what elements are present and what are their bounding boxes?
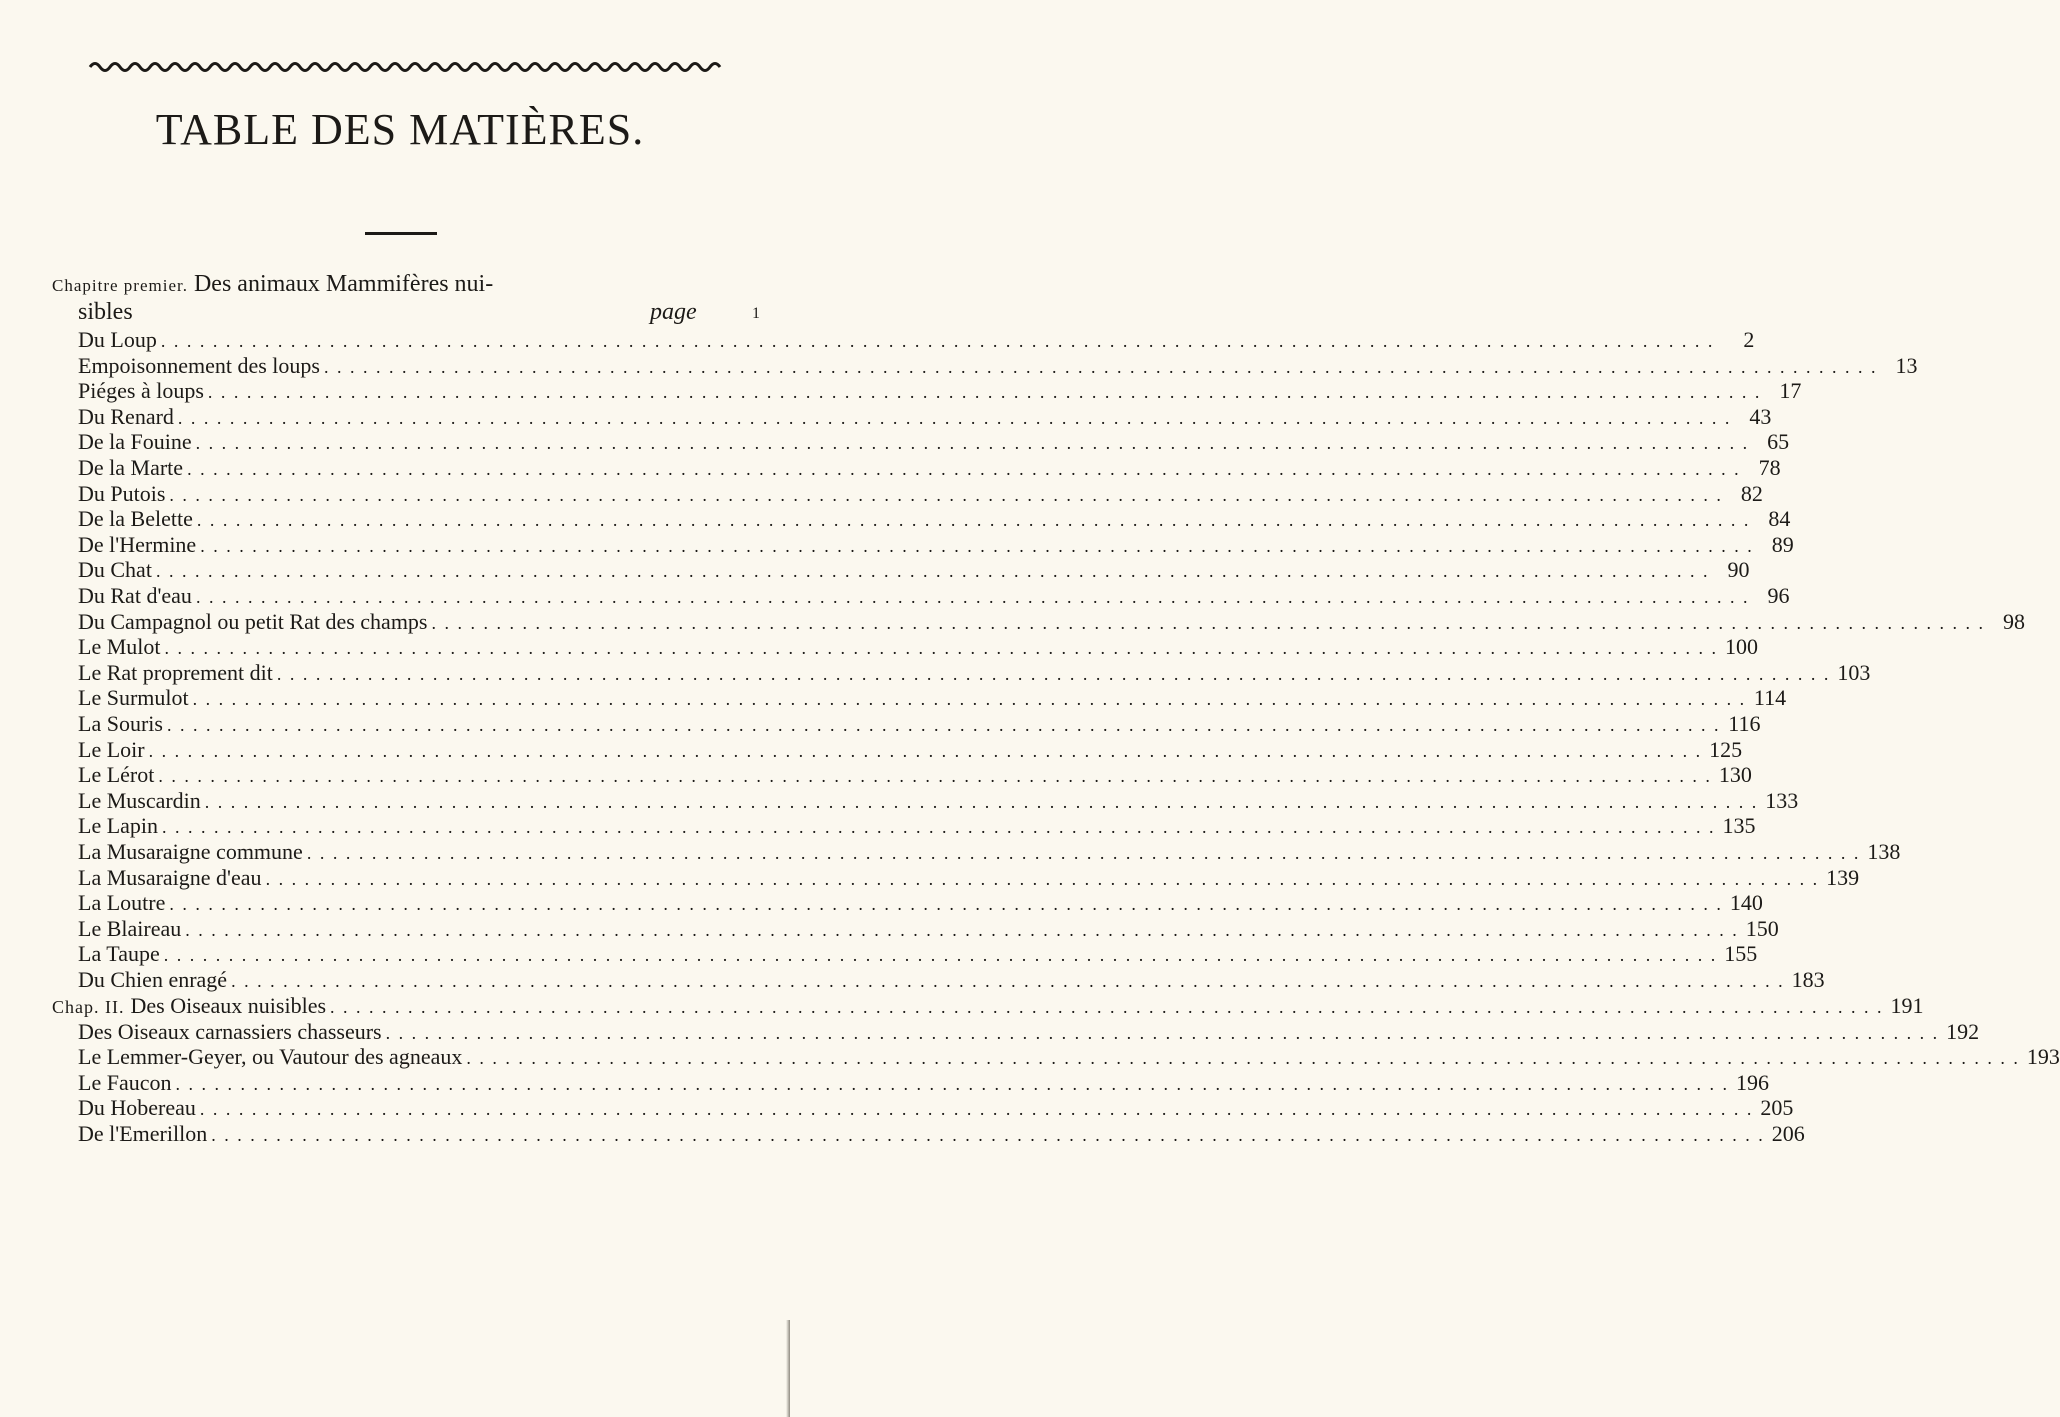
entry-page-number: 138 bbox=[1867, 839, 1901, 864]
entry-page-number: 183 bbox=[1791, 967, 1825, 992]
entry-label: Le Muscardin bbox=[78, 788, 201, 813]
toc-entry bbox=[78, 660, 1871, 686]
entry-label: Du Chien enragé bbox=[78, 967, 228, 992]
toc-entry bbox=[78, 737, 1743, 763]
entry-page-number: 2 bbox=[1743, 327, 1755, 352]
entry-label: Le Mulot bbox=[78, 634, 161, 659]
dot-leader: . . . . . . . . . . . . . . . . . . . . . . . . . . . . . . . . . . . . . . . . . . . . . . . . . . . . . . . . . . . . . . . . . . . . . . . . . . . . . . . . . . . . . . . . . . . . . . . . . . . . . . . . . . . . . . . . . . . . . . . . bbox=[164, 638, 1718, 658]
dot-leader: . . . . . . . . . . . . . . . . . . . . . . . . . . . . . . . . . . . . . . . . . . . . . . . . . . . . . . . . . . . . . . . . . . . . . . . . . . . . . . . . . . . . . . . . . . . . . . . . . . . . . . . . . . . . . . . . . . . . . . . . bbox=[187, 459, 1741, 479]
toc-entry bbox=[78, 634, 1758, 660]
entry-page-number: 125 bbox=[1709, 737, 1743, 762]
toc-entry bbox=[78, 609, 2025, 635]
toc-entry bbox=[78, 327, 1755, 353]
header-ornament bbox=[90, 57, 720, 75]
entry-page-number: 205 bbox=[1760, 1095, 1794, 1120]
chapter-1-title: Des animaux Mammifères nui- bbox=[193, 271, 494, 297]
page-word: page bbox=[650, 299, 697, 325]
entry-page-number: 192 bbox=[1946, 1019, 1980, 1044]
entry-page-number: 100 bbox=[1725, 634, 1758, 659]
entry-page-number: 89 bbox=[1771, 532, 1794, 557]
entry-label: De la Belette bbox=[78, 506, 193, 531]
entry-page-number: 65 bbox=[1767, 429, 1790, 454]
toc-entry bbox=[78, 1070, 1769, 1096]
chapter-2-heading bbox=[52, 993, 1924, 1019]
dot-leader: . . . . . . . . . . . . . . . . . . . . . . . . . . . . . . . . . . . . . . . . . . . . . . . . . . . . . . . . . . . . . . . . . . . . . . . . . . . . . . . . . . . . . . . . . . . . . . . . . . . . . . . . . . . . . . . . . . . . . . . . bbox=[385, 1023, 1940, 1043]
entry-label: Le Blaireau bbox=[78, 916, 182, 941]
chapter-1-title-continued: sibles bbox=[78, 299, 133, 325]
dot-leader: . . . . . . . . . . . . . . . . . . . . . . . . . . . . . . . . . . . . . . . . . . . . . . . . . . . . . . . . . . . . . . . . . . . . . . . . . . . . . . . . . . . . . . . . . . . . . . . . . . . . . . . . . . . . . . . . . . . . . . . . bbox=[330, 997, 1884, 1017]
chapter-2-page: 191 bbox=[1890, 993, 1924, 1018]
dot-leader: . . . . . . . . . . . . . . . . . . . . . . . . . . . . . . . . . . . . . . . . . . . . . . . . . . . . . . . . . . . . . . . . . . . . . . . . . . . . . . . . . . . . . . . . . . . . . . . . . . . . . . . . . . . . . . . . . . . . . . . . bbox=[177, 408, 1732, 428]
entry-label: Le Lapin bbox=[78, 813, 159, 838]
entry-page-number: 78 bbox=[1758, 455, 1781, 480]
entry-page-number: 130 bbox=[1718, 762, 1752, 787]
page-edge bbox=[786, 1320, 790, 1417]
entry-label: Piéges à loups bbox=[78, 378, 204, 403]
dot-leader: . . . . . . . . . . . . . . . . . . . . . . . . . . . . . . . . . . . . . . . . . . . . . . . . . . . . . . . . . . . . . . . . . . . . . . . . . . . . . . . . . . . . . . . . . . . . . . . . . . . . . . . . . . . . . . . . . . . . . . . . bbox=[160, 331, 1715, 351]
entry-page-number: 155 bbox=[1724, 941, 1758, 966]
dot-leader: . . . . . . . . . . . . . . . . . . . . . . . . . . . . . . . . . . . . . . . . . . . . . . . . . . . . . . . . . . . . . . . . . . . . . . . . . . . . . . . . . . . . . . . . . . . . . . . . . . . . . . . . . . . . . . . . . . . . . . . . bbox=[155, 561, 1710, 581]
dot-leader: . . . . . . . . . . . . . . . . . . . . . . . . . . . . . . . . . . . . . . . . . . . . . . . . . . . . . . . . . . . . . . . . . . . . . . . . . . . . . . . . . . . . . . . . . . . . . . . . . . . . . . . . . . . . . . . . . . . . . . . . bbox=[148, 741, 1703, 761]
entry-label: Le Lérot bbox=[78, 762, 155, 787]
chapter-2-title: Des Oiseaux nuisibles bbox=[130, 993, 327, 1018]
dot-leader: . . . . . . . . . . . . . . . . . . . . . . . . . . . . . . . . . . . . . . . . . . . . . . . . . . . . . . . . . . . . . . . . . . . . . . . . . . . . . . . . . . . . . . . . . . . . . . . . . . . . . . . . . . . . . . . . . . . . . . . . bbox=[276, 664, 1831, 684]
chapter-1-heading bbox=[52, 271, 772, 299]
toc-entry bbox=[78, 788, 1799, 814]
toc-entry bbox=[78, 711, 1761, 737]
entry-page-number: 116 bbox=[1728, 711, 1761, 736]
toc-entry bbox=[78, 455, 1781, 481]
dot-leader: . . . . . . . . . . . . . . . . . . . . . . . . . . . . . . . . . . . . . . . . . . . . . . . . . . . . . . . . . . . . . . . . . . . . . . . . . . . . . . . . . . . . . . . . . . . . . . . . . . . . . . . . . . . . . . . . . . . . . . . . bbox=[163, 945, 1718, 965]
entry-page-number: 196 bbox=[1735, 1070, 1769, 1095]
entry-label: Le Surmulot bbox=[78, 685, 189, 710]
chapter-2-label: Chap. II. bbox=[52, 997, 125, 1017]
toc-entry bbox=[78, 506, 1791, 532]
toc-entry bbox=[78, 404, 1772, 430]
entry-page-number: 103 bbox=[1837, 660, 1871, 685]
entry-label: La Musaraigne commune bbox=[78, 839, 303, 864]
toc-entry bbox=[78, 685, 1787, 711]
toc-entry bbox=[78, 839, 1901, 865]
toc-entry bbox=[78, 890, 1763, 916]
entry-label: Du Rat d'eau bbox=[78, 583, 192, 608]
entry-label: Du Campagnol ou petit Rat des champs bbox=[78, 609, 428, 634]
toc-entry bbox=[78, 1095, 1794, 1121]
dot-leader: . . . . . . . . . . . . . . . . . . . . . . . . . . . . . . . . . . . . . . . . . . . . . . . . . . . . . . . . . . . . . . . . . . . . . . . . . . . . . . . . . . . . . . . . . . . . . . . . . . . . . . . . . . . . . . . . . . . . . . . . bbox=[200, 536, 1754, 556]
toc-entry bbox=[78, 481, 1763, 507]
entry-page-number: 114 bbox=[1753, 685, 1787, 710]
toc-entry bbox=[78, 813, 1756, 839]
dot-leader: . . . . . . . . . . . . . . . . . . . . . . . . . . . . . . . . . . . . . . . . . . . . . . . . . . . . . . . . . . . . . . . . . . . . . . . . . . . . . . . . . . . . . . . . . . . . . . . . . . . . . . . . . . . . . . . . . . . . . . . . bbox=[169, 485, 1723, 505]
toc-entry bbox=[78, 1121, 1805, 1147]
toc-entry bbox=[78, 865, 1860, 891]
chapter-1-label: Chapitre premier. bbox=[52, 276, 188, 295]
toc-entry bbox=[78, 967, 1825, 993]
toc-entry bbox=[78, 762, 1752, 788]
dot-leader: . . . . . . . . . . . . . . . . . . . . . . . . . . . . . . . . . . . . . . . . . . . . . . . . . . . . . . . . . . . . . . . . . . . . . . . . . . . . . . . . . . . . . . . . . . . . . . . . . . . . . . . . . . . . . . . . . . . . . . . . bbox=[323, 357, 1878, 377]
entry-label: De l'Emerillon bbox=[78, 1121, 208, 1146]
entry-label: La Loutre bbox=[78, 890, 166, 915]
dot-leader: . . . . . . . . . . . . . . . . . . . . . . . . . . . . . . . . . . . . . . . . . . . . . . . . . . . . . . . . . . . . . . . . . . . . . . . . . . . . . . . . . . . . . . . . . . . . . . . . . . . . . . . . . . . . . . . . . . . . . . . . bbox=[169, 894, 1723, 914]
toc-entry bbox=[78, 353, 1918, 379]
dot-leader: . . . . . . . . . . . . . . . . . . . . . . . . . . . . . . . . . . . . . . . . . . . . . . . . . . . . . . . . . . . . . . . . . . . . . . . . . . . . . . . . . . . . . . . . . . . . . . . . . . . . . . . . . . . . . . . . . . . . . . . . bbox=[158, 766, 1712, 786]
dot-leader: . . . . . . . . . . . . . . . . . . . . . . . . . . . . . . . . . . . . . . . . . . . . . . . . . . . . . . . . . . . . . . . . . . . . . . . . . . . . . . . . . . . . . . . . . . . . . . . . . . . . . . . . . . . . . . . . . . . . . . . . bbox=[211, 1125, 1765, 1145]
title-divider bbox=[365, 232, 437, 235]
entry-label: Le Lemmer-Geyer, ou Vautour des agneaux bbox=[78, 1044, 463, 1069]
entry-label: De la Marte bbox=[78, 455, 184, 480]
dot-leader: . . . . . . . . . . . . . . . . . . . . . . . . . . . . . . . . . . . . . . . . . . . . . . . . . . . . . . . . . . . . . . . . . . . . . . . . . . . . . . . . . . . . . . . . . . . . . . . . . . . . . . . . . . . . . . . . . . . . . . . . bbox=[466, 1048, 2020, 1068]
dot-leader: . . . . . . . . . . . . . . . . . . . . . . . . . . . . . . . . . . . . . . . . . . . . . . . . . . . . . . . . . . . . . . . . . . . . . . . . . . . . . . . . . . . . . . . . . . . . . . . . . . . . . . . . . . . . . . . . . . . . . . . . bbox=[195, 587, 1750, 607]
entry-label: Du Putois bbox=[78, 481, 166, 506]
entry-label: La Taupe bbox=[78, 941, 160, 966]
dot-leader: . . . . . . . . . . . . . . . . . . . . . . . . . . . . . . . . . . . . . . . . . . . . . . . . . . . . . . . . . . . . . . . . . . . . . . . . . . . . . . . . . . . . . . . . . . . . . . . . . . . . . . . . . . . . . . . . . . . . . . . . bbox=[175, 1074, 1729, 1094]
entry-page-number: 90 bbox=[1727, 557, 1750, 582]
toc-entry bbox=[78, 429, 1790, 455]
entry-page-number: 43 bbox=[1749, 404, 1772, 429]
entry-page-number: 84 bbox=[1768, 506, 1791, 531]
entry-page-number: 13 bbox=[1895, 353, 1918, 378]
entry-page-number: 193 bbox=[2026, 1044, 2060, 1069]
dot-leader: . . . . . . . . . . . . . . . . . . . . . . . . . . . . . . . . . . . . . . . . . . . . . . . . . . . . . . . . . . . . . . . . . . . . . . . . . . . . . . . . . . . . . . . . . . . . . . . . . . . . . . . . . . . . . . . . . . . . . . . . bbox=[204, 792, 1759, 812]
entry-page-number: 140 bbox=[1729, 890, 1763, 915]
dot-leader: . . . . . . . . . . . . . . . . . . . . . . . . . . . . . . . . . . . . . . . . . . . . . . . . . . . . . . . . . . . . . . . . . . . . . . . . . . . . . . . . . . . . . . . . . . . . . . . . . . . . . . . . . . . . . . . . . . . . . . . . bbox=[196, 510, 1751, 530]
dot-leader: . . . . . . . . . . . . . . . . . . . . . . . . . . . . . . . . . . . . . . . . . . . . . . . . . . . . . . . . . . . . . . . . . . . . . . . . . . . . . . . . . . . . . . . . . . . . . . . . . . . . . . . . . . . . . . . . . . . . . . . . bbox=[265, 869, 1820, 889]
dot-leader: . . . . . . . . . . . . . . . . . . . . . . . . . . . . . . . . . . . . . . . . . . . . . . . . . . . . . . . . . . . . . . . . . . . . . . . . . . . . . . . . . . . . . . . . . . . . . . . . . . . . . . . . . . . . . . . . . . . . . . . . bbox=[207, 382, 1762, 402]
entry-label: De l'Hermine bbox=[78, 532, 197, 557]
dot-leader: . . . . . . . . . . . . . . . . . . . . . . . . . . . . . . . . . . . . . . . . . . . . . . . . . . . . . . . . . . . . . . . . . . . . . . . . . . . . . . . . . . . . . . . . . . . . . . . . . . . . . . . . . . . . . . . . . . . . . . . . bbox=[195, 433, 1750, 453]
entry-label: La Souris bbox=[78, 711, 163, 736]
entry-label: De la Fouine bbox=[78, 429, 192, 454]
entry-page-number: 135 bbox=[1722, 813, 1756, 838]
entry-label: La Musaraigne d'eau bbox=[78, 865, 262, 890]
entry-page-number: 98 bbox=[2003, 609, 2025, 634]
chapter-1-page: 1 bbox=[752, 305, 760, 322]
entry-label: Empoisonnement des loups bbox=[78, 353, 320, 378]
entry-label: Des Oiseaux carnassiers chasseurs bbox=[78, 1019, 382, 1044]
entry-label: Du Chat bbox=[78, 557, 152, 582]
dot-leader: . . . . . . . . . . . . . . . . . . . . . . . . . . . . . . . . . . . . . . . . . . . . . . . . . . . . . . . . . . . . . . . . . . . . . . . . . . . . . . . . . . . . . . . . . . . . . . . . . . . . . . . . . . . . . . . . . . . . . . . . bbox=[166, 715, 1721, 735]
toc-entry bbox=[78, 532, 1794, 558]
entry-label: Du Loup bbox=[78, 327, 157, 352]
entry-page-number: 133 bbox=[1765, 788, 1799, 813]
page-title: TABLE DES MATIÈRES. bbox=[155, 105, 645, 154]
dot-leader: . . . . . . . . . . . . . . . . . . . . . . . . . . . . . . . . . . . . . . . . . . . . . . . . . . . . . . . . . . . . . . . . . . . . . . . . . . . . . . . . . . . . . . . . . . . . . . . . . . . . . . . . . . . . . . . . . . . . . . . . bbox=[231, 971, 1785, 991]
toc-entry bbox=[78, 941, 1758, 967]
entry-page-number: 96 bbox=[1767, 583, 1790, 608]
dot-leader: . . . . . . . . . . . . . . . . . . . . . . . . . . . . . . . . . . . . . . . . . . . . . . . . . . . . . . . . . . . . . . . . . . . . . . . . . . . . . . . . . . . . . . . . . . . . . . . . . . . . . . . . . . . . . . . . . . . . . . . . bbox=[431, 613, 1985, 633]
toc-entry bbox=[78, 1019, 1980, 1045]
dot-leader: . . . . . . . . . . . . . . . . . . . . . . . . . . . . . . . . . . . . . . . . . . . . . . . . . . . . . . . . . . . . . . . . . . . . . . . . . . . . . . . . . . . . . . . . . . . . . . . . . . . . . . . . . . . . . . . . . . . . . . . . bbox=[306, 843, 1861, 863]
entry-page-number: 82 bbox=[1740, 481, 1763, 506]
toc-entry bbox=[78, 583, 1790, 609]
toc-entry bbox=[78, 1044, 2060, 1070]
entry-label: Le Faucon bbox=[78, 1070, 172, 1095]
entry-page-number: 206 bbox=[1771, 1121, 1805, 1146]
entry-label: Du Hobereau bbox=[78, 1095, 196, 1120]
dot-leader: . . . . . . . . . . . . . . . . . . . . . . . . . . . . . . . . . . . . . . . . . . . . . . . . . . . . . . . . . . . . . . . . . . . . . . . . . . . . . . . . . . . . . . . . . . . . . . . . . . . . . . . . . . . . . . . . . . . . . . . . bbox=[162, 817, 1716, 837]
toc-entry bbox=[78, 557, 1750, 583]
entry-page-number: 139 bbox=[1826, 865, 1860, 890]
toc-entry bbox=[78, 378, 1802, 404]
entry-label: Le Loir bbox=[78, 737, 145, 762]
entry-page-number: 150 bbox=[1745, 916, 1779, 941]
dot-leader: . . . . . . . . . . . . . . . . . . . . . . . . . . . . . . . . . . . . . . . . . . . . . . . . . . . . . . . . . . . . . . . . . . . . . . . . . . . . . . . . . . . . . . . . . . . . . . . . . . . . . . . . . . . . . . . . . . . . . . . . bbox=[185, 920, 1739, 940]
entry-label: Du Renard bbox=[78, 404, 174, 429]
dot-leader: . . . . . . . . . . . . . . . . . . . . . . . . . . . . . . . . . . . . . . . . . . . . . . . . . . . . . . . . . . . . . . . . . . . . . . . . . . . . . . . . . . . . . . . . . . . . . . . . . . . . . . . . . . . . . . . . . . . . . . . . bbox=[199, 1099, 1754, 1119]
dot-leader: . . . . . . . . . . . . . . . . . . . . . . . . . . . . . . . . . . . . . . . . . . . . . . . . . . . . . . . . . . . . . . . . . . . . . . . . . . . . . . . . . . . . . . . . . . . . . . . . . . . . . . . . . . . . . . . . . . . . . . . . bbox=[192, 689, 1747, 709]
toc-entry bbox=[78, 916, 1779, 942]
entry-label: Le Rat proprement dit bbox=[78, 660, 273, 685]
entry-page-number: 17 bbox=[1779, 378, 1802, 403]
